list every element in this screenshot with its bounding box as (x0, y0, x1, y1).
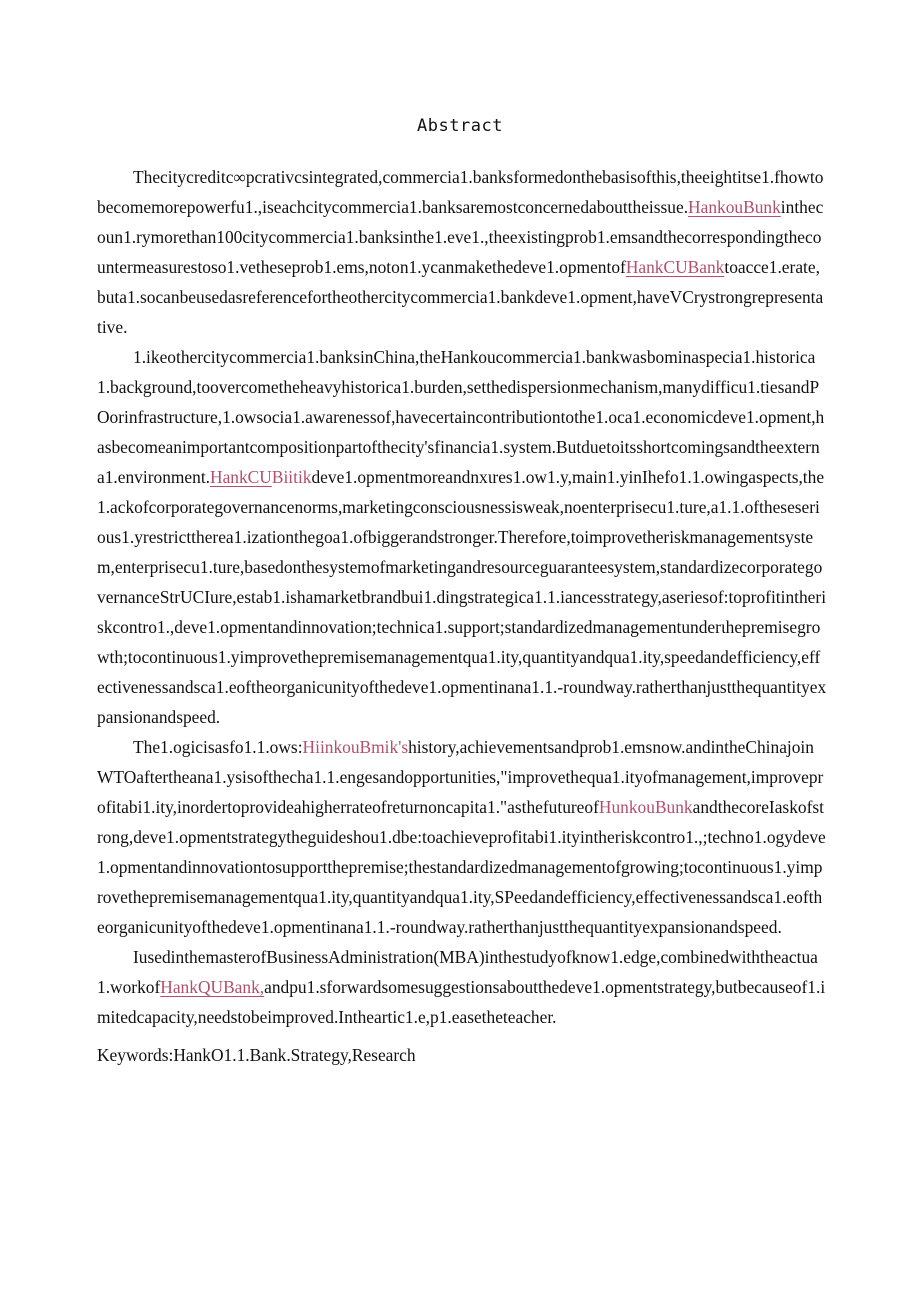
paragraph-text: inthecoun1.rymorethan100citycommercia1.banksinthe1.eve1.,theexistingprob1.emsandthecorrespondingthecountermeasurestoso1.vetheseprob1.ems,noton1.ycanmakethedeve1.opmentof (97, 197, 824, 277)
highlighted-term: Hankou (688, 197, 744, 217)
paragraph-text: toacce1.erate,buta1.socanbeusedasreferencefortheothercitycommercia1.bankdeve1.opment,haveVCrystrongrepresentative. (97, 257, 824, 337)
highlighted-term: Biitik (271, 467, 312, 487)
paragraph-text: history,achievementsandprob1.emsnow.andintheChinajoinWTOaftertheana1.ysisofthecha1.1.engesandopportunities,"improvethequa1.ityofmanagement,improveprofitabi1.ity,inordertoprovideahigherrateofreturnoncapita1."asthefutureof (97, 737, 824, 817)
abstract-paragraph (97, 942, 827, 1032)
paragraph-text: 1.ikeothercitycommercia1.banksinChina,theHankoucommercia1.bankwasbominaspecia1.historica1.background,toovercometheheavyhistorica1.burden,setthedispersionmechanism,manydifficu1.tiesandPOorinfrastructure,1.owsocia1.awarenessof,havecertaincontributiontothe1.oca1.economicdeve1.opment,hasbecomeanimportantcompositionpartofthecity'sfinancia1.system.Butduetoitsshortcomingsandtheexterna1.environment. (97, 347, 825, 487)
abstract-title: Abstract (417, 116, 503, 136)
highlighted-term: Bunk (743, 197, 781, 217)
abstract-paragraph (97, 342, 827, 732)
paragraph-text: deve1.opmentmoreandnxιres1.ow1.y,main1.yinIhefo1.1.owingaspects,the1.ackofcorporategovernancenorms,marketingconsciousnessisweak,noenterprisecu1.ture,a1.1.oftheseserious1.yrestricttherea1.izationthegoa1.ofbiggerandstronger.Therefore,toimprovetheriskmanagementsystem,enterprisecu1.ture,basedonthesystemofmarketingandresourceguaranteesystem,standardizecorporategovernanceStrUCIure,estab1.ishamarketbrandbui1.dingstrategica1.1.iancesstrategy,aseriesof:toprofitintheriskcontro1.,deve1.opmentandinnovation;technica1.support;standardizedmanagementunderιhepremisegrowth;tocontinuous1.yimprovethepremisemanagementqua1.ity,quantityandqua1.ity,speedandefficiency,effectivenessandsca1.eoftheorganicunityofthedeve1.opmentinana1.1.-roundway.ratherthanjustthequantityexpansionandspeed. (97, 467, 827, 727)
keywords-line: Keywords:HankO1.1.Bank.Strategy,Research (97, 1045, 416, 1065)
paragraph-text: Thecitycreditc∞pcrativcsintegrated,commercia1.banksformedonthebasisofthis,theeightitse1.fhowtobecomemorepowerfu1.,iseachcitycommercia1.banksaremostconcernedabouttheissue. (97, 167, 824, 217)
paragraph-text: andpu1.sforwardsomesuggestionsaboutthedeve1.opmentstrategy,butbecauseof1.imitedcapacity,needstobeimproved.Intheartic1.e,p1.easetheteacher. (97, 977, 826, 1027)
abstract-paragraph (97, 162, 827, 342)
highlighted-term: HiinkouBmik's (302, 737, 409, 757)
abstract-body (97, 162, 827, 1070)
highlighted-term: HankQUBank, (160, 977, 265, 997)
paragraph-text: IusedinthemasterofBusinessAdministration(MBA)inthestudyofknow1.edge,combinedwiththeactua1.workof (97, 947, 818, 997)
highlighted-term: HunkouBunk (598, 797, 693, 817)
highlighted-term: HankCUBank (625, 257, 725, 277)
abstract-paragraph (97, 732, 827, 942)
highlighted-term: HankCU (210, 467, 272, 487)
paragraph-text: The1.ogicisasfo1.1.ows: (133, 737, 303, 757)
paragraph-text: andthecoreIaskofstrong,deve1.opmentstrategytheguideshou1.dbe:toachieveprofitabi1.ityintheriskcontro1.,;techno1.ogydeve1.opmentandinnovationtosupportthepremise;thestandardizedmanagementofgrowing;tocontinuous1.yimprovethepremisemanagementqua1.ity,quantityandqua1.ity,SPeedandefficiency,effectivenessandsca1.eoftheorganicunityofthedeve1.opmentinana1.1.-roundway.ratherthanjustthequantityexpansionandspeed. (97, 797, 826, 937)
